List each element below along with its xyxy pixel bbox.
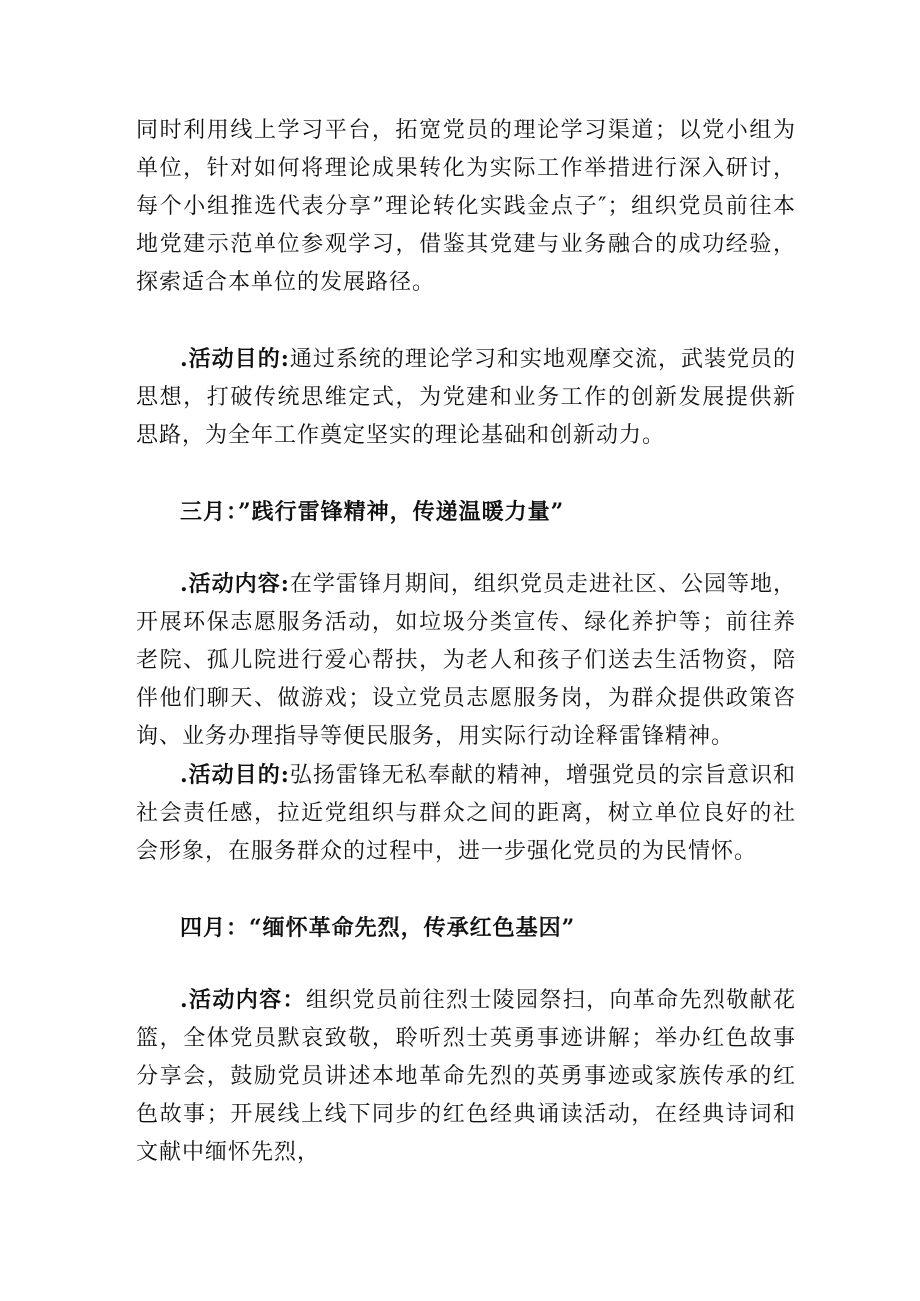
text-activity-purpose: 弘扬雷锋无私奉献的精神，增强党员的宗旨意识和社会责任感，拉近党组织与群众之间的距离，树立单位良好的社会形象，在服务群众的过程中，进一步强化党员的为民情怀。 — [136, 763, 796, 864]
heading-march: 三月：”践行雷锋精神，传递温暖力量” — [180, 499, 565, 525]
label-activity-content: .活动内容： — [180, 987, 306, 1013]
paragraph-activity-content-april — [136, 981, 796, 1172]
label-activity-content: .活动内容: — [180, 571, 290, 597]
heading-april: 四月：“缅怀革命先烈，传承红色基因” — [180, 915, 576, 941]
text-activity-content: 在学雷锋月期间，组织党员走进社区、公园等地，开展环保志愿服务活动，如垃圾分类宣传、绿化养护等；前往养老院、孤儿院进行爱心帮扶，为老人和孩子们送去生活物资，陪伴他们聊天、做游戏；设立党员志愿服务岗，为群众提供政策咨询、业务办理指导等便民服务，用实际行动诠释雷锋精神。 — [136, 572, 796, 749]
paragraph-study-platform: 同时利用线上学习平台，拓宽党员的理论学习渠道；以党小组为单位，针对如何将理论成果转化为实际工作举措进行深入研讨，每个小组推选代表分享”理论转化实践金点子″；组织党员前往本地党建示范单位参观学习，借鉴其党建与业务融合的成功经验，探索适合本单位的发展路径。 — [136, 118, 796, 295]
label-activity-purpose: .活动目的: — [180, 346, 290, 372]
paragraph-activity-content-march — [136, 565, 796, 756]
text-activity-purpose: 通过系统的理论学习和实地观摩交流，武装党员的思想，打破传统思维定式，为党建和业务工作的创新发展提供新思路，为全年工作奠定坚实的理论基础和创新动力。 — [136, 347, 796, 448]
label-activity-purpose: .活动目的: — [180, 762, 290, 788]
paragraph-activity-purpose-feb — [136, 340, 796, 455]
text-activity-content: 组织党员前往烈士陵园祭扫，向革命先烈敬献花篮，全体党员默哀致敬，聆听烈士英勇事迹讲解；举办红色故事分享会，鼓励党员讲述本地革命先烈的英勇事迹或家族传承的红色故事；开展线上线下同步的红色经典诵读活动，在经典诗词和文献中缅怀先烈， — [136, 988, 796, 1165]
document-page — [136, 112, 796, 1172]
paragraph-activity-purpose-march — [136, 756, 796, 871]
